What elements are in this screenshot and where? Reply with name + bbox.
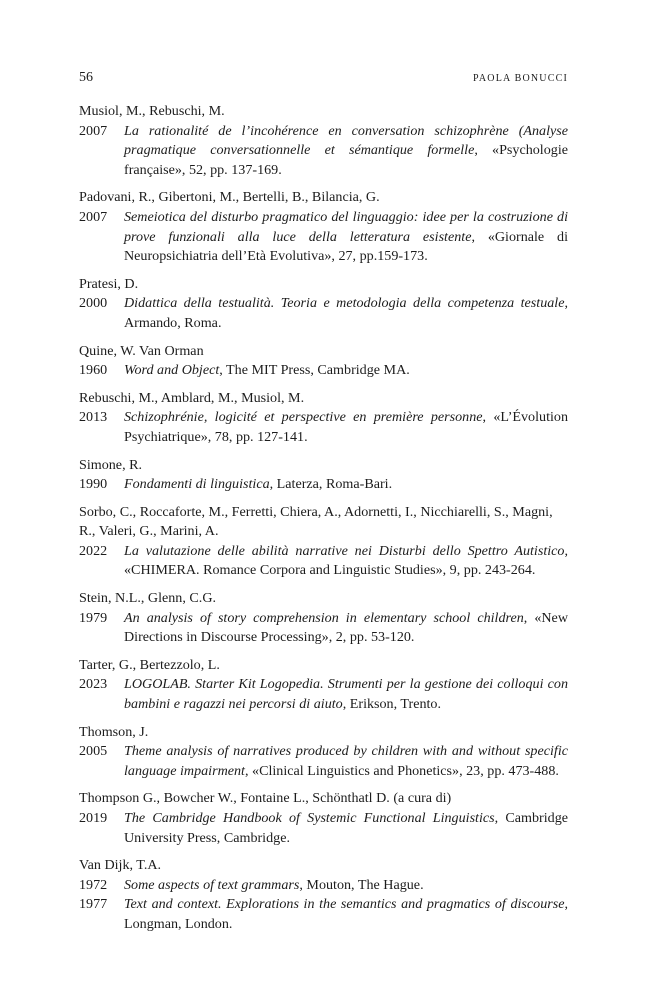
reference-work xyxy=(79,876,568,896)
reference-entry xyxy=(79,856,568,934)
book-page xyxy=(79,70,568,943)
reference-work xyxy=(79,895,568,934)
reference-authors: Sorbo, C., Roccaforte, M., Ferretti, Chiera, A., Adornetti, I., Nicchiarelli, S., Magni, R., Valeri, G., Marini, A. xyxy=(79,503,553,540)
reference-authors: Quine, W. Van Orman xyxy=(79,342,204,359)
reference-entry xyxy=(79,503,568,581)
reference-title: Some aspects of text grammars xyxy=(124,876,300,893)
reference-year: 2023 xyxy=(79,676,108,693)
running-head-author: PAOLA BONUCCI xyxy=(473,73,568,84)
reference-authors: Simone, R. xyxy=(79,456,143,473)
reference-authors: Van Dijk, T.A. xyxy=(79,857,162,874)
reference-details: , «CHIMERA. Romance Corpora and Linguistic Studies», 9, pp. 243-264. xyxy=(124,542,568,579)
reference-details: , Laterza, Roma-Bari. xyxy=(269,476,393,493)
reference-work xyxy=(79,294,568,333)
reference-details: , «Giornale di Neuropsichiatria dell’Età Evolutiva», 27, pp.159-173. xyxy=(124,228,568,265)
reference-entry xyxy=(79,389,568,448)
reference-details: , Mouton, The Hague. xyxy=(299,876,424,893)
reference-title: Theme analysis of narratives produced by children with and without specific language impairment xyxy=(124,743,568,779)
reference-entry xyxy=(79,275,568,334)
reference-title: La rationalité de l’incohérence en conversation schizophrène (Analyse pragmatique conversationnelle et sémantique formelle xyxy=(124,122,568,159)
reference-title: La valutazione delle abilità narrative nei Disturbi dello Spettro Autistico xyxy=(124,542,565,559)
reference-details: , The MIT Press, Cambridge MA. xyxy=(219,362,410,379)
reference-authors: Musiol, M., Rebuschi, M. xyxy=(79,103,225,119)
reference-authors: Thompson G., Bowcher W., Fontaine L., Schönthatl D. (a cura di) xyxy=(79,790,452,807)
reference-entry xyxy=(79,456,568,495)
reference-year: 2013 xyxy=(79,409,108,426)
reference-year: 1977 xyxy=(79,896,108,913)
reference-title: Text and context. Explorations in the semantics and pragmatics of discourse xyxy=(124,896,565,913)
reference-year: 1960 xyxy=(79,362,108,379)
reference-authors: Stein, N.L., Glenn, C.G. xyxy=(79,590,217,607)
reference-year: 1979 xyxy=(79,609,108,626)
reference-title: Semeiotica del disturbo pragmatico del linguaggio: idee per la costruzione di prove funzionali alla luce della letteratura esistente xyxy=(124,208,568,245)
reference-authors: Tarter, G., Bertezzolo, L. xyxy=(79,656,220,673)
reference-year: 1972 xyxy=(79,876,108,893)
reference-title: Word and Object xyxy=(124,362,220,379)
reference-entry xyxy=(79,723,568,782)
reference-title: Fondamenti di linguistica xyxy=(124,476,270,493)
reference-title: The Cambridge Handbook of Systemic Functional Linguistics xyxy=(124,810,495,826)
reference-authors: Padovani, R., Gibertoni, M., Bertelli, B., Bilancia, G. xyxy=(79,189,380,206)
reference-work xyxy=(79,742,568,781)
reference-details: , «Clinical Linguistics and Phonetics», 23, pp. 473-488. xyxy=(244,762,559,779)
reference-title: Schizophrénie, logicité et perspective en première personne xyxy=(124,409,483,426)
reference-details: , Armando, Roma. xyxy=(124,295,568,331)
reference-work xyxy=(79,542,568,581)
reference-year: 2007 xyxy=(79,122,108,139)
references-list xyxy=(79,102,568,935)
reference-entry xyxy=(79,342,568,381)
reference-year: 2000 xyxy=(79,295,108,312)
reference-work xyxy=(79,609,568,648)
reference-entry xyxy=(79,656,568,715)
reference-title: Didattica della testualità. Teoria e metodologia della competenza testuale xyxy=(124,295,565,312)
reference-details: , Erikson, Trento. xyxy=(342,696,441,713)
reference-details: , «New Directions in Discourse Processing», 2, pp. 53-120. xyxy=(124,609,568,646)
reference-details: , «Psychologie française», 52, pp. 137-169. xyxy=(124,142,568,178)
page-number: 56 xyxy=(79,70,93,85)
reference-entry xyxy=(79,589,568,648)
reference-year: 2007 xyxy=(79,208,108,225)
reference-details: , Longman, London. xyxy=(124,896,568,932)
reference-entry xyxy=(79,789,568,848)
reference-year: 1990 xyxy=(79,476,108,493)
reference-year: 2005 xyxy=(79,743,108,760)
reference-details: , Cambridge University Press, Cambridge. xyxy=(124,810,568,846)
reference-work xyxy=(79,475,568,495)
reference-work xyxy=(79,675,568,714)
reference-entry xyxy=(79,188,568,266)
reference-work xyxy=(79,809,568,848)
reference-title: LOGOLAB. Starter Kit Logopedia. Strumenti per la gestione dei colloqui con bambini e ragazzi nei percorsi di aiuto xyxy=(124,676,568,713)
running-head xyxy=(79,70,568,86)
reference-work xyxy=(79,408,568,447)
reference-authors: Pratesi, D. xyxy=(79,275,139,292)
reference-work xyxy=(79,122,568,181)
reference-title: An analysis of story comprehension in elementary school children xyxy=(124,609,524,626)
reference-entry xyxy=(79,102,568,180)
reference-authors: Thomson, J. xyxy=(79,723,149,740)
reference-authors: Rebuschi, M., Amblard, M., Musiol, M. xyxy=(79,389,305,406)
reference-year: 2019 xyxy=(79,810,108,826)
reference-work xyxy=(79,208,568,267)
reference-year: 2022 xyxy=(79,542,108,559)
reference-work xyxy=(79,361,568,381)
reference-details: , «L’Évolution Psychiatrique», 78, pp. 127-141. xyxy=(124,409,568,445)
